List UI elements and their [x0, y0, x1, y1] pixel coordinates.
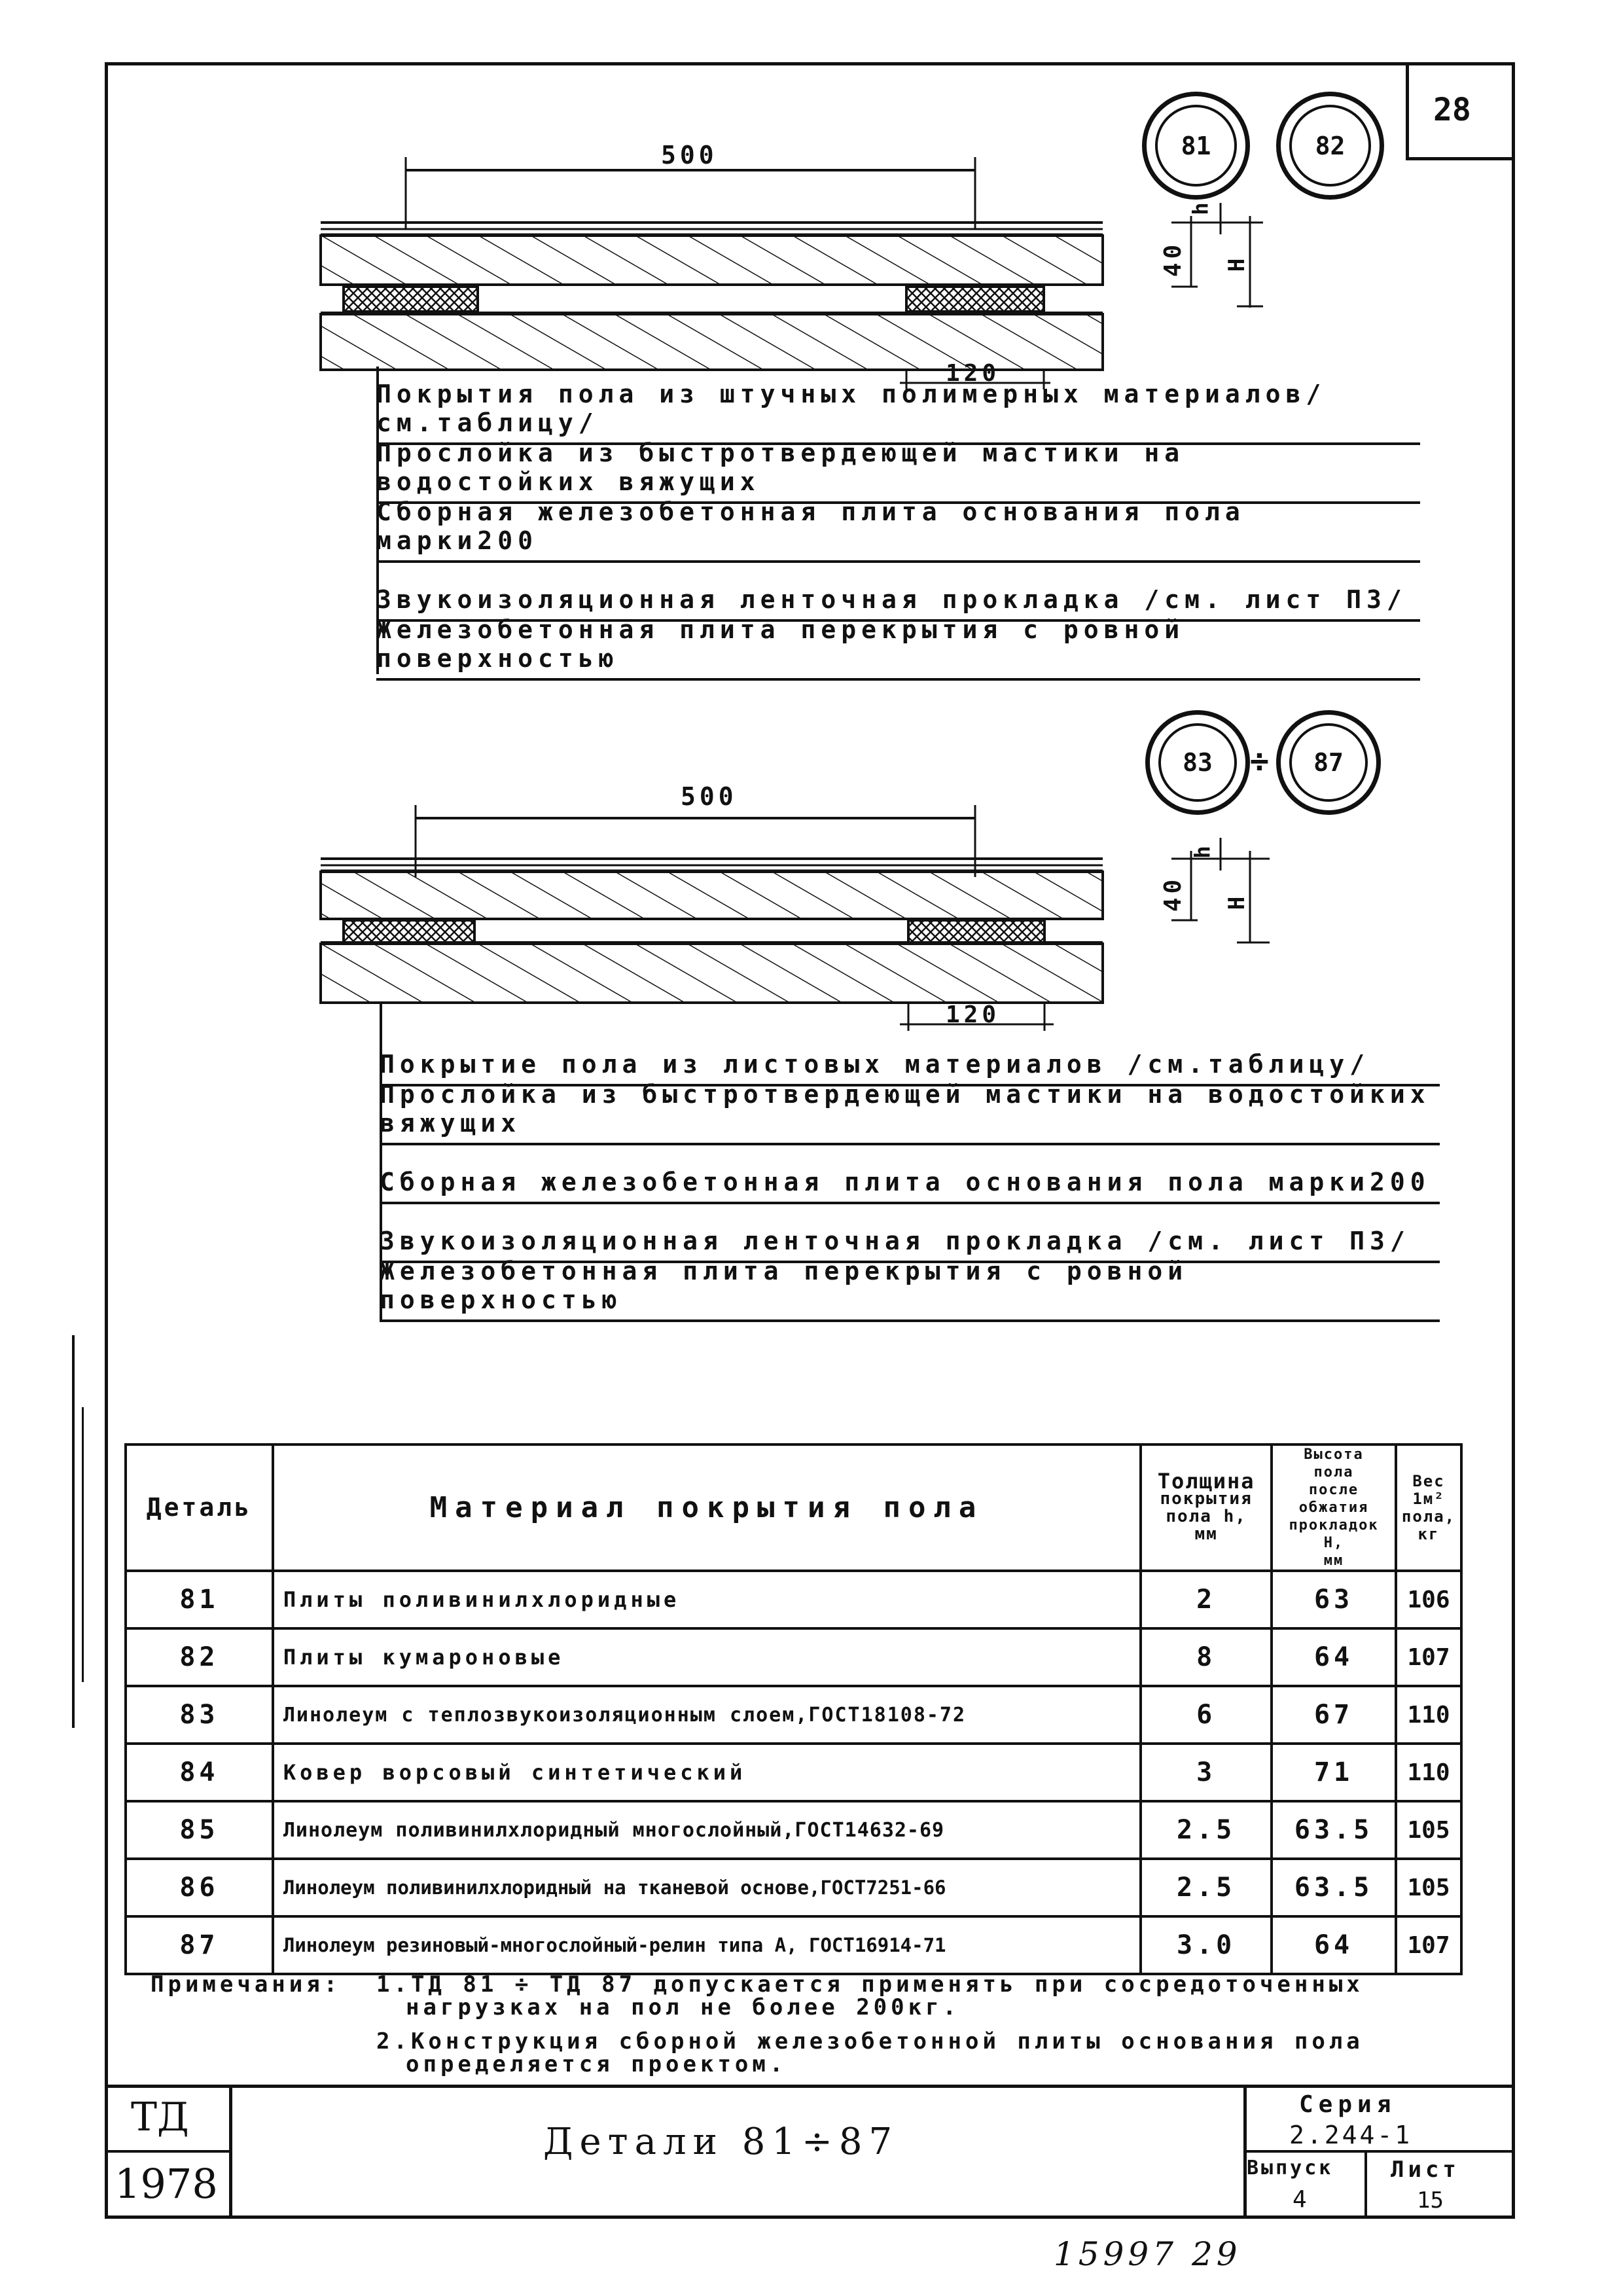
cell-detail: 83: [126, 1686, 273, 1744]
dim-120-label-1: 120: [946, 360, 1001, 387]
dim-h-label-2: h: [1190, 846, 1215, 859]
cell-material: Линолеум поливинилхлоридный многослойный,ГОСТ14632-69: [273, 1801, 1141, 1859]
frame-left: [105, 62, 108, 2219]
floor-section-drawing-2: [308, 785, 1315, 1060]
title-block-top: [105, 2085, 1515, 2088]
cell-detail: 85: [126, 1801, 273, 1859]
layer-1-5: Железобетонная плита перекрытия с ровной поверхностью: [376, 622, 1420, 681]
dim-40-label-1: 40: [1160, 240, 1187, 278]
note-1-line-1: 1.ТД 81 ÷ ТД 87 допускается применять при сосредоточенных: [376, 1971, 1364, 1998]
header-weight: Вес 1м² пола, кг: [1396, 1444, 1461, 1571]
series-value: 2.244-1: [1289, 2121, 1413, 2149]
frame-right: [1512, 62, 1515, 2219]
margin-stamp-line-2: [82, 1407, 84, 1682]
cell-thickness: 2.5: [1141, 1801, 1272, 1859]
table-row: [126, 1686, 1461, 1744]
title-block-row-td: [105, 2150, 229, 2153]
dim-H-label-1: H: [1224, 258, 1251, 272]
handwritten-footer: 15997 29: [1054, 2235, 1241, 2273]
dim-40-label-2: 40: [1160, 875, 1187, 912]
sheet-label: Лист: [1391, 2157, 1460, 2183]
layer-2-5: Железобетонная плита перекрытия с ровной поверхностью: [380, 1263, 1440, 1322]
cell-height: 64: [1272, 1916, 1396, 1974]
cell-thickness: 3: [1141, 1744, 1272, 1801]
dim-h-label-1: h: [1188, 202, 1213, 215]
layer-1-4: Звукоизоляционная ленточная прокладка /см. лист П3/: [376, 563, 1420, 622]
title-year: 1978: [115, 2160, 218, 2208]
header-detail: Деталь: [126, 1444, 273, 1571]
layer-2-4: Звукоизоляционная ленточная прокладка /см. лист П3/: [380, 1204, 1440, 1263]
table-row: [126, 1571, 1461, 1628]
table-row: [126, 1744, 1461, 1801]
series-label: Серия: [1299, 2091, 1397, 2118]
frame-bottom: [105, 2215, 1515, 2219]
note-2-line-2: определяется проектом.: [406, 2051, 787, 2077]
cell-material: Плиты кумароновые: [273, 1628, 1141, 1686]
cell-weight: 105: [1396, 1859, 1461, 1916]
header-height: Высота пола после обжатия прокладок H, мм: [1272, 1444, 1396, 1571]
table-row: [126, 1916, 1461, 1974]
layer-2-2: Прослойка из быстротвердеющей мастики на водостойких вяжущих: [380, 1086, 1440, 1145]
cell-height: 67: [1272, 1686, 1396, 1744]
dim-500-label-2: 500: [681, 782, 738, 811]
detail-marker-87: 87: [1276, 710, 1381, 815]
cell-material: Линолеум поливинилхлоридный на тканевой основе,ГОСТ7251-66: [273, 1859, 1141, 1916]
cell-weight: 105: [1396, 1801, 1461, 1859]
cell-height: 64: [1272, 1628, 1396, 1686]
table-row: [126, 1859, 1461, 1916]
cell-thickness: 2.5: [1141, 1859, 1272, 1916]
layer-2-1: Покрытие пола из листовых материалов /см.таблицу/: [380, 1028, 1440, 1086]
cell-material: Линолеум резиновый-многослойный-релин типа А, ГОСТ16914-71: [273, 1916, 1141, 1974]
corner-box-bottom: [1406, 157, 1515, 160]
cell-material: Ковер ворсовый синтетический: [273, 1744, 1141, 1801]
layer-1-3: Сборная железобетонная плита основания пола марки200: [376, 504, 1420, 563]
cell-detail: 81: [126, 1571, 273, 1628]
cell-weight: 110: [1396, 1744, 1461, 1801]
dim-500-label-1: 500: [661, 141, 718, 170]
cell-height: 63.5: [1272, 1859, 1396, 1916]
corner-box-left: [1406, 62, 1409, 160]
detail-marker-83: 83: [1145, 710, 1250, 815]
cell-height: 71: [1272, 1744, 1396, 1801]
frame-top: [105, 62, 1515, 65]
cell-material: Плиты поливинилхлоридные: [273, 1571, 1141, 1628]
detail-marker-81: 81: [1142, 92, 1250, 200]
materials-table: [124, 1443, 1463, 1975]
cell-height: 63: [1272, 1571, 1396, 1628]
cell-detail: 87: [126, 1916, 273, 1974]
detail-marker-82: 82: [1276, 92, 1384, 200]
layer-1-2: Прослойка из быстротвердеющей мастики на водостойких вяжущих: [376, 445, 1420, 504]
cell-thickness: 6: [1141, 1686, 1272, 1744]
table-header-row: [126, 1444, 1461, 1571]
margin-stamp-line: [72, 1335, 75, 1728]
cell-height: 63.5: [1272, 1801, 1396, 1859]
layer-2-3: Сборная железобетонная плита основания пола марки200: [380, 1145, 1440, 1204]
cell-thickness: 3.0: [1141, 1916, 1272, 1974]
cell-material: Линолеум с теплозвукоизоляционным слоем,ГОСТ18108-72: [273, 1686, 1141, 1744]
cell-weight: 106: [1396, 1571, 1461, 1628]
issue-label: Выпуск: [1247, 2157, 1334, 2179]
cell-weight: 107: [1396, 1916, 1461, 1974]
cell-thickness: 8: [1141, 1628, 1272, 1686]
notes-label: Примечания:: [151, 1971, 342, 1998]
cell-detail: 82: [126, 1628, 273, 1686]
cell-thickness: 2: [1141, 1571, 1272, 1628]
note-2-line-1: 2.Конструкция сборной железобетонной плиты основания пола: [376, 2028, 1364, 2054]
table-row: [126, 1628, 1461, 1686]
cell-weight: 110: [1396, 1686, 1461, 1744]
range-sign: ÷: [1250, 743, 1269, 780]
title-td: ТД: [131, 2094, 189, 2140]
sheet-value: 15: [1417, 2187, 1444, 2214]
cell-weight: 107: [1396, 1628, 1461, 1686]
note-1-line-2: нагрузках на пол не более 200кг.: [406, 1994, 961, 2020]
header-material: Материал покрытия пола: [273, 1444, 1141, 1571]
layer-1-1: Покрытия пола из штучных полимерных материалов/см.таблицу/: [376, 386, 1420, 445]
sheet-corner-number: 28: [1433, 92, 1471, 128]
dim-120-label-2: 120: [946, 1001, 1001, 1028]
title-block-col-1: [229, 2085, 232, 2215]
cell-detail: 84: [126, 1744, 273, 1801]
cell-detail: 86: [126, 1859, 273, 1916]
dim-H-label-2: H: [1224, 896, 1251, 910]
issue-value: 4: [1293, 2186, 1307, 2213]
title-main: Детали 81÷87: [543, 2121, 899, 2163]
header-thickness: Толщина покрытия пола h, мм: [1141, 1444, 1272, 1571]
table-row: [126, 1801, 1461, 1859]
title-block-col-3: [1364, 2150, 1367, 2215]
title-block-row-series: [1243, 2150, 1515, 2153]
